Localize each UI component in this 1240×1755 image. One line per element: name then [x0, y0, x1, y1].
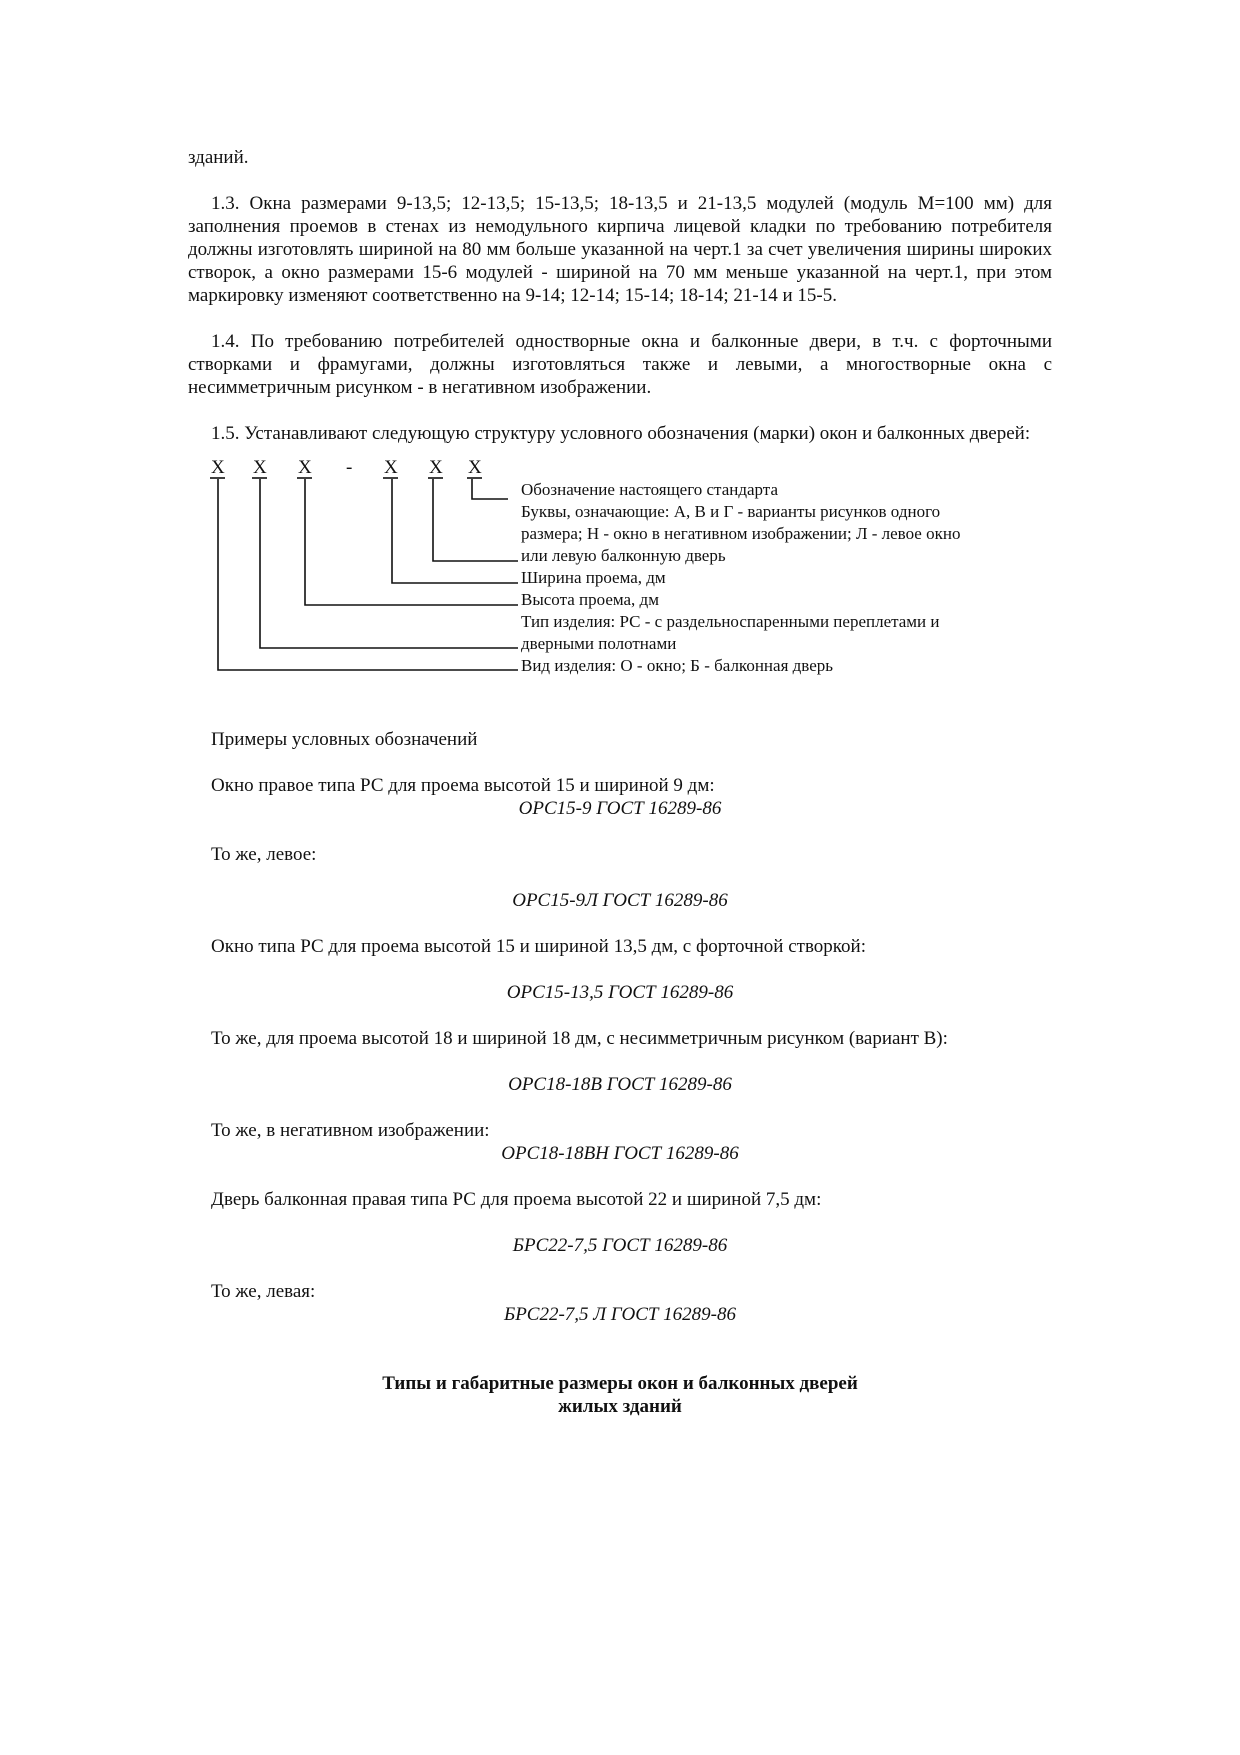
example-mark-6: БРС22-7,5 ГОСТ 16289-86 — [512, 1235, 728, 1256]
paragraph-1-4: 1.4. По требованию потребителей одностворные окна и балконные двери, в т.ч. с форточными створками и фрамугами, должны изготовляться также и левыми, а многостворные окна с несимметричным рисунком - в негативном изображении. — [188, 331, 1052, 398]
paragraph-1-5: 1.5. Устанавливают следующую структуру условного обозначения (марки) окон и балконных дверей: — [211, 423, 1031, 444]
designation-scheme — [188, 457, 1052, 705]
scheme-desc-type-1: Тип изделия: РС - с раздельноспаренными переплетами и — [521, 612, 940, 631]
example-label-7: То же, левая: — [211, 1281, 316, 1302]
example-mark-4: ОРС18-18В ГОСТ 16289-86 — [508, 1074, 732, 1095]
document-page — [188, 146, 1052, 1418]
scheme-desc-letters-2: размера; Н - окно в негативном изображении; Л - левое окно — [521, 524, 961, 543]
scheme-letter-5: Х — [429, 457, 443, 478]
scheme-desc-kind: Вид изделия: О - окно; Б - балконная дверь — [521, 656, 834, 675]
example-mark-2: ОРС15-9Л ГОСТ 16289-86 — [512, 890, 728, 911]
scheme-dash: - — [346, 457, 353, 478]
scheme-letter-4: Х — [384, 457, 398, 478]
examples-title: Примеры условных обозначений — [211, 729, 478, 750]
example-mark-7: БРС22-7,5 Л ГОСТ 16289-86 — [503, 1304, 737, 1325]
section-heading-line-1: Типы и габаритные размеры окон и балконных дверей — [382, 1373, 858, 1394]
scheme-letter-3: Х — [298, 457, 312, 478]
scheme-desc-height: Высота проема, дм — [521, 590, 659, 609]
example-label-5: То же, в негативном изображении: — [211, 1120, 490, 1141]
scheme-desc-standard: Обозначение настоящего стандарта — [521, 480, 778, 499]
example-label-4: То же, для проема высотой 18 и шириной 18 дм, с несимметричным рисунком (вариант В): — [211, 1028, 948, 1049]
example-mark-3: ОРС15-13,5 ГОСТ 16289-86 — [506, 982, 734, 1003]
scheme-letter-1: Х — [211, 457, 225, 478]
example-label-3: Окно типа РС для проема высотой 15 и шириной 13,5 дм, с форточной створкой: — [211, 936, 866, 957]
scheme-letter-2: Х — [253, 457, 267, 478]
example-label-2: То же, левое: — [211, 844, 317, 865]
scheme-desc-type-2: дверными полотнами — [521, 634, 677, 653]
section-heading-line-2: жилых зданий — [558, 1396, 682, 1417]
scheme-desc-width: Ширина проема, дм — [521, 568, 666, 587]
continuation-text: зданий. — [188, 147, 249, 168]
example-mark-5: ОРС18-18ВН ГОСТ 16289-86 — [501, 1143, 739, 1164]
paragraph-1-3: 1.3. Окна размерами 9-13,5; 12-13,5; 15-13,5; 18-13,5 и 21-13,5 модулей (модуль М=100 мм) для заполнения проемов в стенах из немодульного кирпича лицевой кладки по требованию потребителя должны изготовлять шириной на 80 мм больше указанной на черт.1 за счет увеличения ширины широких створок, а окно размерами 15-6 модулей - шириной на 70 мм меньше указанной на черт.1, при этом маркировку изменяют соответственно на 9-14; 12-14; 15-14; 18-14; 21-14 и 15-5. — [188, 193, 1052, 306]
scheme-desc-letters-3: или левую балконную дверь — [521, 546, 726, 565]
example-label-6: Дверь балконная правая типа РС для проема высотой 22 и шириной 7,5 дм: — [211, 1189, 822, 1210]
example-label-1: Окно правое типа РС для проема высотой 15 и шириной 9 дм: — [211, 775, 715, 796]
scheme-desc-letters-1: Буквы, означающие: А, В и Г - варианты рисунков одного — [521, 502, 941, 521]
example-mark-1: ОРС15-9 ГОСТ 16289-86 — [518, 798, 722, 819]
scheme-letter-6: Х — [468, 457, 482, 478]
